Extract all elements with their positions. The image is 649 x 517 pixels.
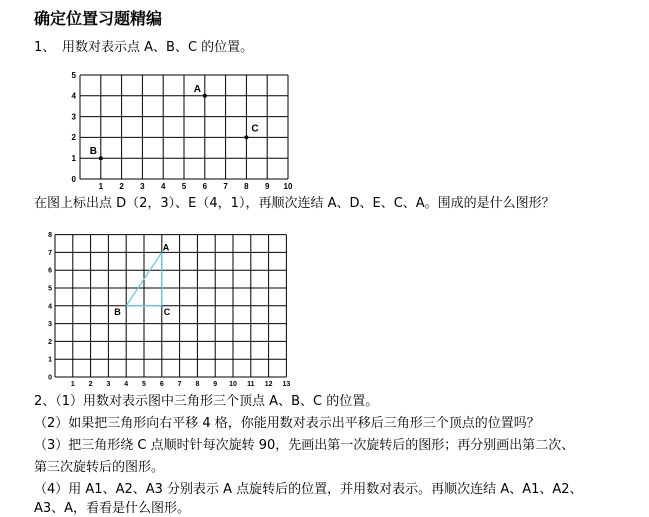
x-tick-label: 5: [142, 381, 146, 388]
point-label-B: B: [114, 306, 121, 317]
x-tick-label: 13: [282, 381, 291, 388]
x-tick-label: 10: [283, 182, 293, 191]
point-label-A: A: [193, 83, 202, 95]
question-1-followup: 在图上标出点 D（2，3）、E（4，1），再顺次连结 A、D、E、C、A。围成的是什么图形？: [34, 196, 555, 211]
x-tick-label: 7: [177, 381, 182, 388]
page-title: 确定位置习题精编: [34, 9, 163, 28]
y-tick-label: 0: [48, 374, 52, 382]
y-tick-label: 1: [48, 356, 52, 364]
question-2-line-6: A3、A，看看是什么图形。: [34, 501, 191, 516]
point-C: [244, 135, 248, 139]
point-label-C: C: [163, 306, 171, 317]
question-2-line-1: 2、（1）用数对表示图中三角形三个顶点 A、B、C 的位置。: [34, 394, 379, 409]
x-tick-label: 11: [247, 381, 255, 388]
y-tick-label: 3: [48, 321, 52, 329]
x-tick-label: 3: [140, 182, 145, 191]
question-2-line-2: （2）如果把三角形向右平移 4 格，你能用数对表示出平移后三角形三个顶点的位置吗？: [34, 416, 540, 431]
question-1-number: 1、: [34, 40, 56, 55]
x-tick-label: 6: [159, 381, 164, 388]
grid-chart-1: [72, 71, 293, 191]
x-tick-label: 8: [195, 381, 200, 388]
x-tick-label: 9: [213, 381, 218, 388]
x-tick-label: 4: [160, 182, 166, 191]
y-tick-label: 5: [71, 70, 76, 80]
question-2-line-5: （4）用 A1、A2、A3 分别表示 A 点旋转后的位置，并用数对表示。再顺次连结 A、A1、A2、: [34, 482, 583, 497]
x-tick-label: 1: [98, 182, 104, 191]
point-A: [203, 94, 207, 98]
point-label-C: C: [251, 123, 259, 135]
y-tick-label: 2: [48, 338, 52, 346]
x-tick-label: 3: [106, 381, 111, 388]
y-tick-label: 2: [71, 133, 76, 143]
point-B: [99, 156, 103, 160]
point-label-A: A: [162, 242, 170, 253]
x-tick-label: 12: [264, 381, 273, 388]
x-tick-label: 1: [70, 381, 75, 388]
x-tick-label: 5: [181, 182, 187, 191]
x-tick-label: 6: [202, 182, 208, 191]
y-tick-label: 4: [48, 303, 52, 311]
y-tick-label: 6: [48, 267, 52, 275]
y-tick-label: 0: [71, 174, 76, 184]
x-tick-label: 8: [244, 182, 249, 191]
x-tick-label: 2: [88, 381, 93, 388]
x-tick-label: 4: [124, 381, 129, 388]
y-tick-label: 5: [48, 285, 52, 293]
grid-chart-2: [48, 232, 290, 388]
x-tick-label: 7: [223, 182, 228, 191]
point-label-B: B: [89, 146, 98, 158]
question-1-prompt: 用数对表示点 A、B、C 的位置。: [62, 40, 254, 55]
x-tick-label: 2: [119, 182, 124, 191]
y-tick-label: 3: [71, 112, 76, 122]
y-tick-label: 7: [48, 249, 52, 257]
question-2-line-4: 第三次旋转后的图形。: [34, 460, 165, 475]
y-tick-label: 4: [71, 91, 76, 101]
y-tick-label: 8: [48, 232, 52, 240]
question-2-line-3: （3）把三角形绕 C 点顺时针每次旋转 90，先画出第一次旋转后的图形；再分别画出第二次、: [34, 438, 575, 453]
x-tick-label: 9: [264, 182, 270, 191]
y-tick-label: 1: [71, 154, 76, 163]
x-tick-label: 10: [229, 381, 237, 388]
